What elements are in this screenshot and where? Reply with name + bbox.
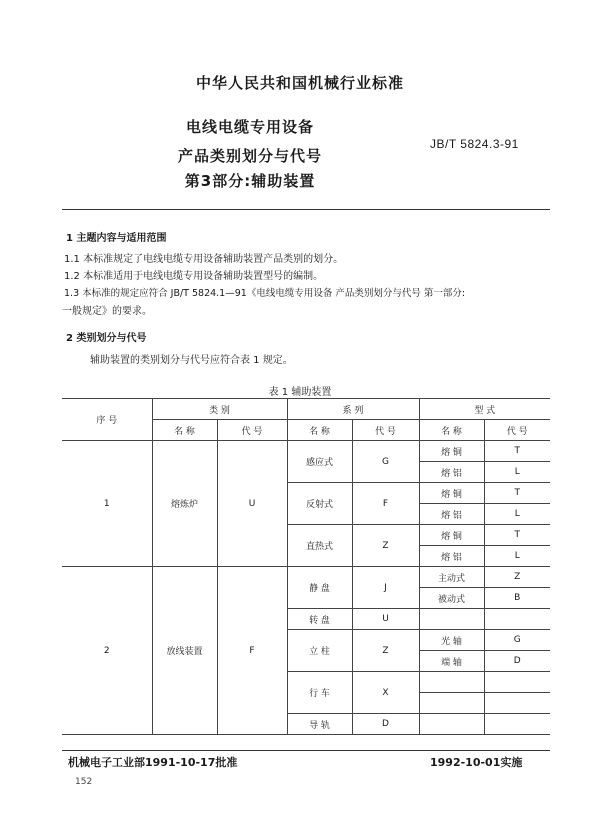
model-name: 熔 铜 [419, 483, 484, 504]
row-2-category-name: 放线装置 [152, 567, 217, 735]
series-name: 直热式 [287, 525, 352, 567]
series-code: Z [352, 630, 419, 672]
clause-1-1: 1.1 本标准规定了电线电缆专用设备辅助装置产品类别的划分。 [64, 254, 344, 265]
approval-date: 机械电子工业部1991-10-17批准 [68, 756, 238, 769]
model-name: 熔 铝 [419, 504, 484, 525]
series-name: 导 轨 [287, 714, 352, 735]
model-code: D [484, 651, 550, 672]
title-line-2: 产品类别划分与代号 [177, 147, 322, 165]
model-name: 熔 铜 [419, 525, 484, 546]
subheader-category-name: 名 称 [152, 420, 217, 441]
series-name: 立 柱 [287, 630, 352, 672]
series-name: 感应式 [287, 441, 352, 483]
model-name: 光 轴 [419, 630, 484, 651]
subheader-model-code: 代 号 [484, 420, 550, 441]
series-code: X [352, 672, 419, 714]
model-code: T [484, 441, 550, 462]
table-header-row [62, 399, 550, 420]
series-code: J [352, 567, 419, 609]
row-1-seq: 1 [62, 441, 152, 567]
series-name: 行 车 [287, 672, 352, 714]
clause-1-2: 1.2 本标准适用于电线电缆专用设备辅助装置型号的编制。 [64, 271, 324, 282]
model-code: Z [484, 567, 550, 588]
row-2-category-code: F [217, 567, 287, 735]
model-code: T [484, 525, 550, 546]
series-code: F [352, 483, 419, 525]
bottom-divider [62, 750, 550, 751]
series-name: 反射式 [287, 483, 352, 525]
model-code: L [484, 462, 550, 483]
model-name: 熔 铝 [419, 462, 484, 483]
model-name-empty [419, 714, 484, 735]
model-name: 熔 铝 [419, 546, 484, 567]
model-name-empty [419, 672, 484, 693]
organization-header: 中华人民共和国机械行业标准 [195, 74, 404, 92]
section-2-text: 辅助装置的类别划分与代号应符合表 1 规定。 [90, 355, 293, 366]
model-name: 被动式 [419, 588, 484, 609]
series-code: U [352, 609, 419, 630]
title-line-1: 电线电缆专用设备 [185, 118, 314, 136]
model-name-empty [419, 609, 484, 630]
header-category: 类 别 [152, 399, 287, 420]
section-2-heading: 2 类别划分与代号 [66, 333, 147, 344]
model-name: 主动式 [419, 567, 484, 588]
subheader-model-name: 名 称 [419, 420, 484, 441]
model-code-empty [484, 609, 550, 630]
table-caption: 表 1 辅助装置 [268, 387, 332, 398]
model-code: B [484, 588, 550, 609]
standard-code: JB/T 5824.3-91 [430, 137, 519, 151]
model-name: 端 轴 [419, 651, 484, 672]
series-code: D [352, 714, 419, 735]
subheader-category-code: 代 号 [217, 420, 287, 441]
row-2-seq: 2 [62, 567, 152, 735]
model-code: L [484, 546, 550, 567]
model-code-empty [484, 714, 550, 735]
model-code-empty [484, 693, 550, 714]
model-code: G [484, 630, 550, 651]
model-name: 熔 铜 [419, 441, 484, 462]
classification-table [62, 398, 550, 735]
top-divider [62, 209, 550, 210]
row-1-category-name: 熔炼炉 [152, 441, 217, 567]
series-name: 静 盘 [287, 567, 352, 609]
header-model: 型 式 [419, 399, 550, 420]
clause-1-3-line-2: 一般规定》的要求。 [62, 306, 152, 317]
page-number: 152 [75, 777, 93, 787]
model-name-empty [419, 693, 484, 714]
series-code: G [352, 441, 419, 483]
series-code: Z [352, 525, 419, 567]
implementation-date: 1992-10-01实施 [430, 756, 523, 769]
model-code-empty [484, 672, 550, 693]
subheader-series-code: 代 号 [352, 420, 419, 441]
header-seq: 序 号 [62, 399, 152, 441]
model-code: T [484, 483, 550, 504]
model-code: L [484, 504, 550, 525]
table-row [62, 441, 550, 462]
subheader-series-name: 名 称 [287, 420, 352, 441]
series-name: 转 盘 [287, 609, 352, 630]
table-row [62, 567, 550, 588]
section-1-heading: 1 主题内容与适用范围 [66, 233, 167, 244]
clause-1-3-line-1: 1.3 本标准的规定应符合 JB/T 5824.1—91《电线电缆专用设备 产品类别划分与代号 第一部分: [64, 288, 466, 299]
row-1-category-code: U [217, 441, 287, 567]
title-line-3: 第3部分:辅助装置 [184, 172, 316, 190]
header-series: 系 列 [287, 399, 419, 420]
